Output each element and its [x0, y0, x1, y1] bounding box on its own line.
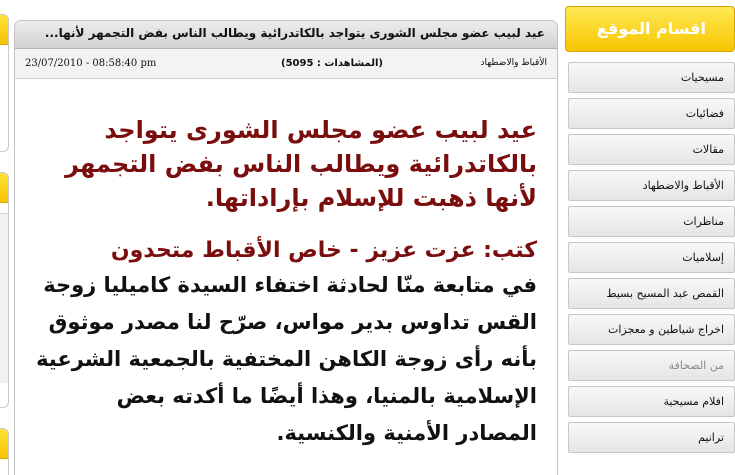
sidebar-item-satellite-channels[interactable]: فضائيات	[568, 98, 735, 129]
left-panel-2-header	[0, 173, 8, 203]
sidebar-item-articles[interactable]: مقالات	[568, 134, 735, 165]
article-byline: كتب: عزت عزيز - خاص الأقباط متحدون	[110, 238, 537, 263]
sidebar-item-copts-persecution[interactable]: الأقباط والاضطهاد	[568, 170, 735, 201]
sidebar-item-exorcism-miracles[interactable]: اخراج شياطين و معجزات	[568, 314, 735, 345]
left-panel-2	[0, 172, 9, 408]
sidebar-item-christianity[interactable]: مسيحيات	[568, 62, 735, 93]
article-body	[15, 79, 557, 452]
sidebar-item-christian-films[interactable]: افلام مسيحية	[568, 386, 735, 417]
article-box	[14, 20, 558, 475]
sidebar-item-hymns[interactable]: ترانيم	[568, 422, 735, 453]
left-panel-2-content	[0, 213, 8, 383]
sidebar-item-fr-abdelmasih-basit[interactable]: القمص عبد المسيح بسيط	[568, 278, 735, 309]
sidebar-heading-box	[565, 6, 735, 52]
sidebar-item-debates[interactable]: مناظرات	[568, 206, 735, 237]
left-panel-3-header	[0, 429, 8, 459]
sidebar-list	[565, 62, 735, 453]
article-headline: عيد لبيب عضو مجلس الشورى يتواجد بالكاتدرائية ويطالب الناس بفض التجمهر لأنها ذهبت للإسلام بإراداتها.	[65, 116, 537, 212]
left-panel-3	[0, 428, 9, 475]
sidebar-heading: اقسام الموقع	[596, 19, 706, 38]
left-panel-1	[0, 14, 9, 152]
article-category-link[interactable]: الأقباط والاضطهاد	[480, 58, 547, 68]
site-sections-sidebar	[565, 6, 735, 475]
sidebar-item-from-press[interactable]: من الصحافة	[568, 350, 735, 381]
article-date: 23/07/2010 - 08:58:40 pm	[25, 58, 157, 69]
sidebar-item-islamics[interactable]: إسلاميات	[568, 242, 735, 273]
article-paragraph: في متابعة منّا لحادثة اختفاء السيدة كاميليا زوجة القس تداوس بدير مواس، صرّح لنا مصدر موثوق بأنه رأى زوجة الكاهن المختفية بالجمعية الشرعية الإسلامية بالمنيا، وهذا أيضًا ما أكدته بعض المصادر الأمنية والكنسية.	[36, 273, 537, 445]
article-title-bar: عيد لبيب عضو مجلس الشورى يتواجد بالكاتدرائية ويطالب الناس بفض التجمهر لأنها...	[15, 21, 557, 49]
article-views-count: (المشاهدات : 5095)	[281, 58, 383, 69]
left-panel-1-header	[0, 15, 8, 45]
article-meta-bar	[15, 49, 557, 79]
